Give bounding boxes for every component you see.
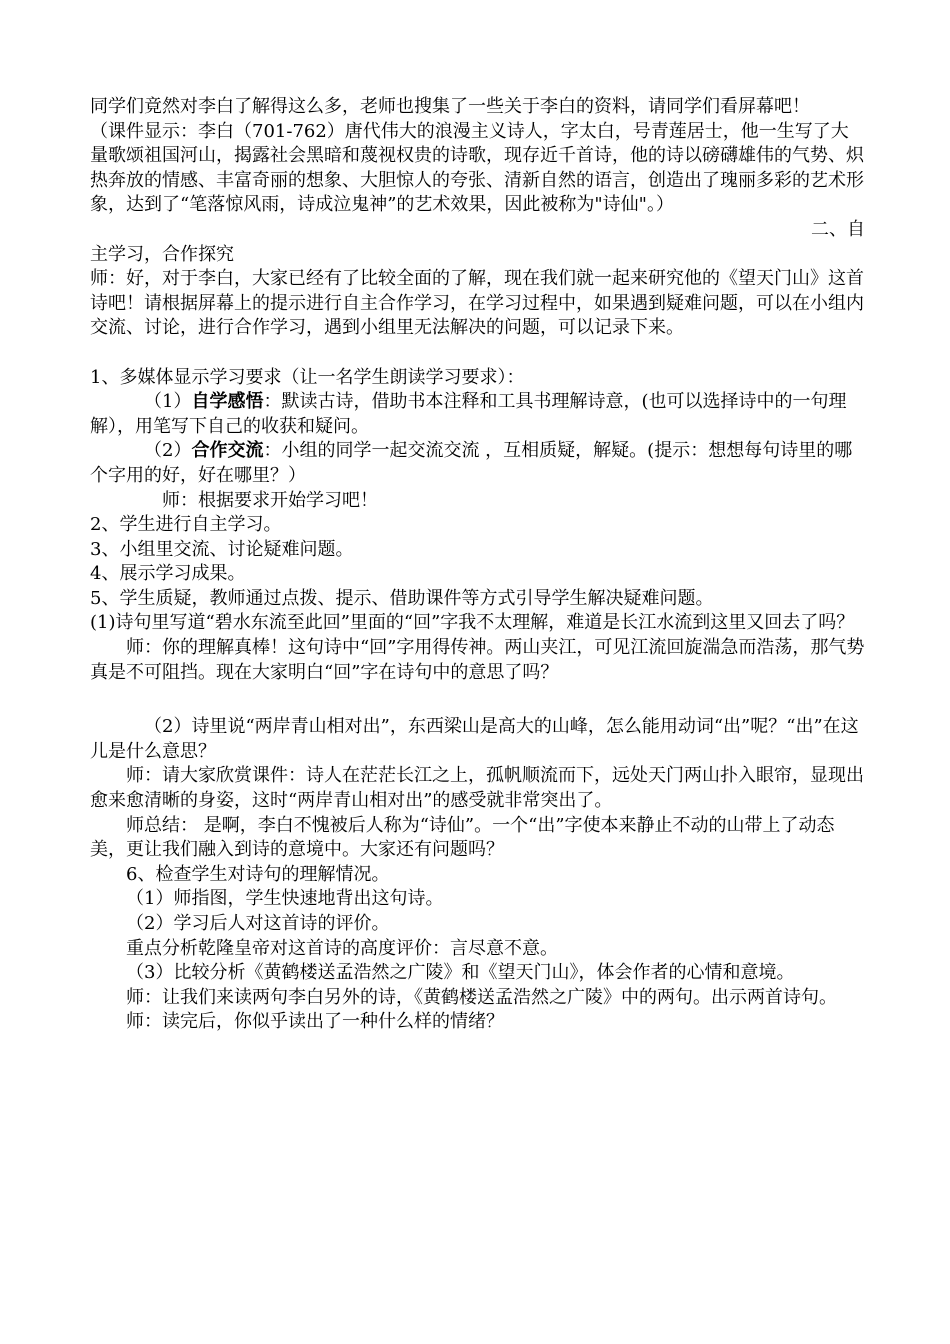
- teacher-answer-1: 师：你的理解真棒！这句诗中“回”字用得传神。两山夹江，可见江流回旋湍急而浩荡，那气势真是不可阻挡。现在大家明白“回”字在诗句中的意思了吗？: [90, 637, 865, 683]
- paragraph-intro: 同学们竟然对李白了解得这么多，老师也搜集了一些关于李白的资料，请同学们看屏幕吧！: [90, 96, 810, 117]
- question-2: （2）诗里说“两岸青山相对出”，东西梁山是高大的山峰，怎么能用动词“出”呢？“出”在这儿是什么意思？: [90, 716, 859, 762]
- teacher-question-emotion: 师：读完后，你似乎读出了一种什么样的情绪？: [126, 1011, 504, 1033]
- step-6-item-2: （2）学习后人对这首诗的评价。: [126, 913, 390, 934]
- paragraph-courseware-bio: [90, 120, 865, 243]
- step-5: 5、学生质疑，教师通过点拨、提示、借助课件等方式引导学生解决疑难问题。: [90, 587, 714, 609]
- blank-line: [90, 685, 865, 715]
- step-6-analysis: 重点分析乾隆皇帝对这首诗的高度评价：言尽意不意。: [126, 937, 558, 959]
- requirement-self-study-title: 自学感悟: [191, 391, 264, 413]
- step-6: 6、检查学生对诗句的理解情况。: [126, 863, 390, 885]
- requirement-self-study: [90, 390, 865, 439]
- teacher-read-poems: 师：让我们来读两句李白另外的诗，《黄鹤楼送孟浩然之广陵》中的两句。出示两首诗句。: [126, 986, 837, 1008]
- question-1: (1)诗句里写道“碧水东流至此回”里面的“回”字我不太理解，难道是长江水流到这里又回去了吗？: [90, 612, 855, 634]
- requirement-self-study-text: ：默读古诗，借助书本注释和工具书理解诗意，(也可以选择诗中的一句理解），用笔写下自己的收获和疑问。: [90, 391, 847, 437]
- requirement-cooperation: [90, 439, 865, 488]
- requirement-cooperation-title: 合作交流: [191, 440, 264, 462]
- section-heading-start: 二、自: [811, 218, 865, 240]
- teacher-start-line: 师：根据要求开始学习吧！: [162, 489, 378, 511]
- section-heading-end: 主学习，合作探究: [90, 243, 234, 265]
- paragraph-teacher-guide: 师：好，对于李白，大家已经有了比较全面的了解，现在我们就一起来研究他的《望天门山》这首诗吧！请根据屏幕上的提示进行自主合作学习，在学习过程中，如果遇到疑难问题，可以在小组内交流、讨论，进行合作学习，遇到小组里无法解决的问题，可以记录下来。: [90, 268, 864, 339]
- requirement-self-study-number: （1）: [144, 391, 192, 413]
- teacher-answer-2: 师：请大家欣赏课件：诗人在茫茫长江之上，孤帆顺流而下，远处天门两山扑入眼帘，显现出愈来愈清晰的身姿，这时“两岸青山相对出”的感受就非常突出了。: [90, 765, 864, 812]
- courseware-bio-text: （课件显示：李白（701-762）唐代伟大的浪漫主义诗人，字太白，号青莲居士，他一生写了大量歌颂祖国河山，揭露社会黑暗和蔑视权贵的诗歌，现存近千首诗，他的诗以磅礴雄伟的气势、炽热奔放的情感、丰富奇丽的想象、大胆惊人的夸张、清新自然的语言，创造出了瑰丽多彩的艺术形象，达到了“笔落惊风雨，诗成泣鬼神”的艺术效果，因此被称为"诗仙"。）: [90, 120, 864, 216]
- step-4: 4、展示学习成果。: [90, 563, 246, 585]
- document-page: [90, 95, 865, 1035]
- blank-line: [90, 341, 865, 366]
- step-6-item-1: （1）师指图，学生快速地背出这句诗。: [126, 888, 444, 910]
- step-1-requirements: 1、多媒体显示学习要求（让一名学生朗读学习要求）：: [90, 366, 525, 388]
- step-6-item-3: （3）比较分析《黄鹤楼送孟浩然之广陵》和《望天门山》，体会作者的心情和意境。: [126, 962, 795, 984]
- step-2: 2、学生进行自主学习。: [90, 514, 282, 536]
- requirement-cooperation-text: ：小组的同学一起交流交流 ，互相质疑，解疑。(提示：想想每句诗里的哪个字用的好，好在哪里？）: [90, 440, 853, 486]
- step-3: 3、小组里交流、讨论疑难问题。: [90, 538, 354, 560]
- teacher-summary: 师总结： 是啊，李白不愧被后人称为“诗仙”。一个“出”字使本来静止不动的山带上了动态美，更让我们融入到诗的意境中。大家还有问题吗？: [90, 814, 835, 861]
- requirement-cooperation-number: （2）: [144, 440, 192, 462]
